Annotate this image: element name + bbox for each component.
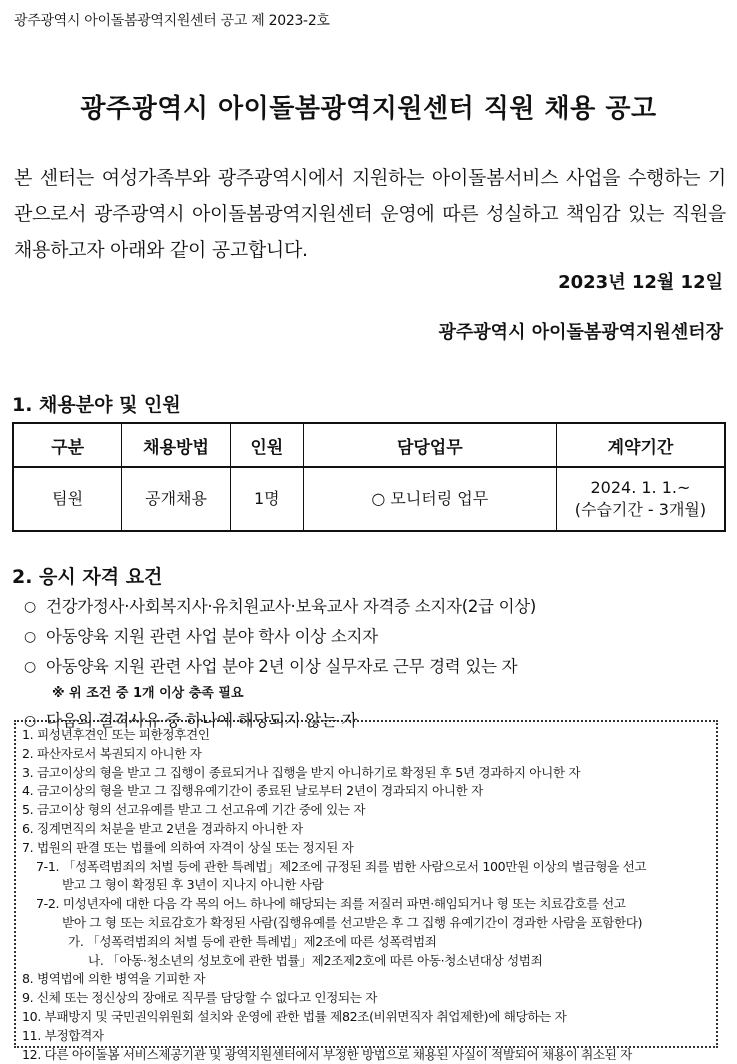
table-header-cell: 담당업무 [303, 423, 556, 467]
disqualification-item: 12. 다른 아이돌봄 서비스제공기관 및 광역지원센터에서 부정한 방법으로 채용된 사실이 적발되어 채용이 취소된 자 [22, 1046, 632, 1062]
disqualification-item: 5. 금고이상 형의 선고유예를 받고 그 선고유예 기간 중에 있는 자 [22, 802, 366, 818]
list-item-text: 아동양육 지원 관련 사업 분야 2년 이상 실무자로 근무 경력 있는 자 [46, 657, 518, 676]
section-heading-qualifications: 2. 응시 자격 요건 [12, 566, 163, 588]
period-cell [556, 467, 725, 531]
bullet-icon: ○ [24, 713, 36, 729]
disqualification-item: 9. 신체 또는 정신상의 장애로 직무를 담당할 수 없다고 인정되는 자 [22, 990, 378, 1006]
page-title: 광주광역시 아이돌봄광역지원센터 직원 채용 공고 [80, 94, 657, 124]
disqualification-item: 11. 부정합격자 [22, 1027, 104, 1043]
disqualification-item: 받아 그 형 또는 치료감호가 확정된 사람(집행유예를 선고받은 후 그 집행 유예기간이 경과한 사람을 포함한다) [62, 914, 643, 930]
table-header-cell: 인원 [230, 423, 303, 467]
period-start: 2024. 1. 1.~ [590, 478, 691, 497]
disqualification-item: 6. 징계면직의 처분을 받고 2년을 경과하지 아니한 자 [22, 820, 303, 836]
disqualification-box [14, 720, 718, 1062]
list-item [24, 622, 536, 652]
list-item [24, 592, 536, 622]
table-header-cell: 채용방법 [122, 423, 231, 467]
list-item-text: 건강가정사·사회복지사·유치원교사·보육교사 자격증 소지자(2급 이상) [46, 597, 537, 616]
section-heading-recruitment: 1. 채용분야 및 인원 [12, 394, 181, 416]
category-cell: 팀원 [13, 467, 122, 531]
table-header-row [13, 423, 725, 467]
disqualification-item: 7-2. 미성년자에 대한 다음 각 목의 어느 하나에 해당되는 죄를 저질러 파면·해임되거나 형 또는 치료감호를 선고 [36, 896, 626, 912]
disqualification-item: 8. 병역법에 의한 병역을 기피한 자 [22, 971, 206, 987]
recruitment-table [12, 422, 726, 532]
bullet-icon: ○ [24, 599, 36, 615]
signer: 광주광역시 아이돌봄광역지원센터장 [438, 322, 723, 343]
disqualification-item: 가. 「성폭력범죄의 처벌 등에 관한 특례법」제2조에 따른 성폭력범죄 [68, 933, 437, 949]
disqualification-item: 10. 부패방지 및 국민권익위원회 설치와 운영에 관한 법률 제82조(비위면직자 취업제한)에 해당하는 자 [22, 1008, 567, 1024]
list-item-text: 아동양육 지원 관련 사업 분야 학사 이상 소지자 [46, 627, 378, 646]
disqualification-item: 7. 법원의 판결 또는 법률에 의하여 자격이 상실 또는 정지된 자 [22, 839, 354, 855]
disqualification-item: 4. 금고이상의 형을 받고 그 집행유예기간이 종료된 날로부터 2년이 경과되지 아니한 자 [22, 783, 483, 799]
qualification-list [24, 592, 536, 736]
announcement-date: 2023년 12월 12일 [558, 272, 723, 293]
disqualification-item: 2. 파산자로서 복권되지 아니한 자 [22, 745, 202, 761]
intro-paragraph: 본 센터는 여성가족부와 광주광역시에서 지원하는 아이돌봄서비스 사업을 수행하는 기관으로서 광주광역시 아이돌봄광역지원센터 운영에 따른 성실하고 책임감 있는 직원을 채용하고자 아래와 같이 공고합니다. [14, 167, 726, 261]
notice-number: 광주광역시 아이돌봄광역지원센터 공고 제 2023-2호 [14, 13, 330, 29]
disqualification-item: 1. 피성년후견인 또는 피한정후견인 [22, 727, 210, 742]
bullet-icon: ○ [24, 659, 36, 675]
disqualification-item: 7-1. 「성폭력범죄의 처벌 등에 관한 특례법」제2조에 규정된 죄를 범한 사람으로서 100만원 이상의 벌금형을 선고 [36, 858, 647, 874]
table-row [13, 467, 725, 531]
bullet-icon: ○ [24, 629, 36, 645]
list-item-text: 다음의 결격사유 중 하나에 해당되지 않는 자 [46, 711, 358, 730]
table-header-cell: 구분 [13, 423, 122, 467]
requirement-note: ※ 위 조건 중 1개 이상 충족 필요 [52, 686, 244, 701]
table-header-cell: 계약기간 [556, 423, 725, 467]
count-cell: 1명 [230, 467, 303, 531]
method-cell: 공개채용 [122, 467, 231, 531]
disqualification-item: 받고 그 형이 확정된 후 3년이 지나지 아니한 사람 [62, 877, 324, 893]
disqualification-item: 3. 금고이상의 형을 받고 그 집행이 종료되거나 집행을 받지 아니하기로 확정된 후 5년 경과하지 아니한 자 [22, 764, 581, 780]
disqualification-item: 나. 「아동·청소년의 성보호에 관한 법률」제2조제2호에 따른 아동·청소년대상 성범죄 [88, 952, 543, 968]
duty-cell: ○ 모니터링 업무 [303, 467, 556, 531]
list-item [24, 652, 536, 682]
probation-period: (수습기간 - 3개월) [574, 500, 707, 519]
